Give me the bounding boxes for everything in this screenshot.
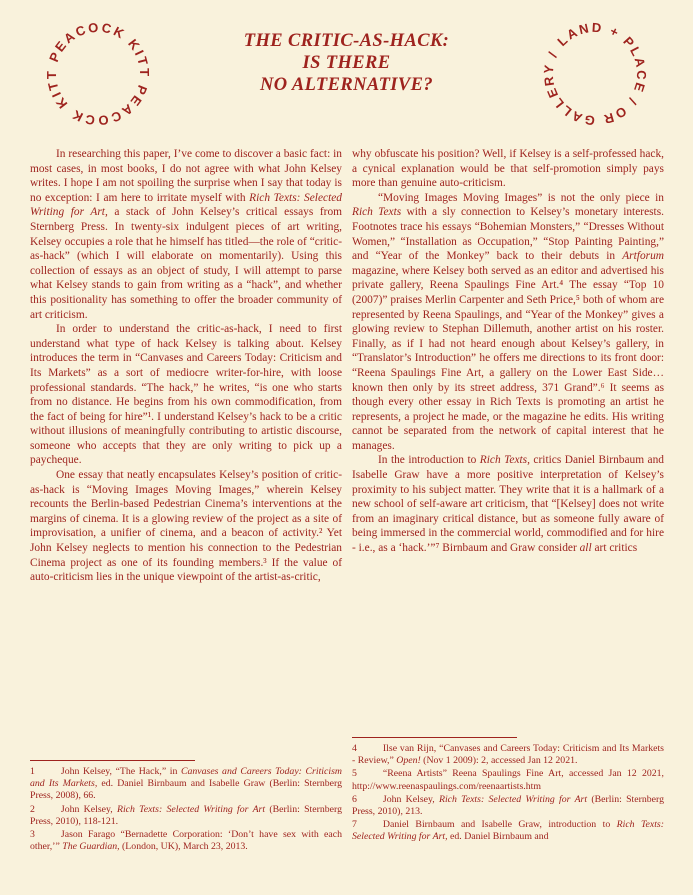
footnote-text: Jason Farago “Bernadette Corporation: ‘Don’t have sex with each other,’” The Guardian, (London, UK), March 23, 2013. — [30, 829, 342, 853]
footnotes-right — [352, 737, 664, 845]
footnote — [30, 829, 342, 853]
footnote-number: 6 — [352, 793, 357, 805]
paragraph: why obfuscate his position? Well, if Kelsey is a self-professed hack, a cynical explanation would be that self-promotion simply pays more than genuine auto-criticism. — [352, 148, 664, 190]
footnote — [352, 819, 664, 843]
footnote-text: Ilse van Rijn, “Canvases and Careers Today: Criticism and Its Markets - Review,” Open! (Nov 1 2009): 2, accessed Jan 12 2021. — [352, 743, 664, 767]
footnotes-left — [30, 760, 342, 854]
footnote-text: Daniel Birnbaum and Isabelle Graw, introduction to Rich Texts: Selected Writing for Art, ed. Daniel Birnbaum and — [352, 819, 664, 843]
title-line-1: THE CRITIC-AS-HACK: — [243, 31, 450, 51]
paragraph: In the introduction to Rich Texts, critics Daniel Birnbaum and Isabelle Graw have a more positive interpretation of Kelsey’s proximity to his subject matter. They write that it is a hallmark of a new school of self-aware art criticism, that “[Kelsey] does not write from an imaginary critical distance, but as someone fully aware of being immersed in the commercial world, commodified and for hire - i.e., as a ‘hack.’”⁷ Birnbaum and Graw consider all art critics — [352, 454, 664, 555]
right-column — [352, 147, 664, 556]
footnote-text: John Kelsey, “The Hack,” in Canvases and Careers Today: Criticism and Its Markets, ed. Daniel Birnbaum and Isabelle Graw (Berlin: Sternberg Press, 2008), 66. — [30, 766, 342, 802]
footnote-divider — [30, 760, 195, 761]
footnote-number: 7 — [352, 819, 357, 831]
paragraph: “Moving Images Moving Images” is not the only piece in Rich Texts with a sly connection to Kelsey’s monetary interests. Footnotes trace his essays “Bohemian Monsters,” “Dresses Without Women,” “Installation as Occupation,” “Stop Painting Painting,” and “Year of the Monkey” back to their debuts in Artforum magazine, where Kelsey both served as an editor and advertised his private gallery, Reena Spaulings Fine Art.⁴ The essay “Top 10 (2007)” praises Merlin Carpenter and Seth Price,⁵ both of whom are represented by Reena Spaulings, and “Year of the Monkey” gives a glowing review to Stephan Dillemuth, another artist on his roster. Finally, as if I had not heard enough about Kelsey’s gallery, in “Translator’s Introduction” he offers me directions to its front door: “Reena Spaulings Fine Art, a gallery on the Lower East Side… known then only by its street address, 371 Grand”.⁶ It seems as though every other essay in Rich Texts is promoting an artist he represents, a project he made, or the magazine he edits. His writing cannot be separated from the network of capital interest that he manages. — [352, 191, 665, 452]
footnote-number: 5 — [352, 768, 357, 780]
title-line-2: IS THERE — [302, 53, 391, 73]
footnote — [352, 794, 664, 818]
footnote-text: John Kelsey, Rich Texts: Selected Writing for Art (Berlin: Sternberg Press, 2010), 213. — [352, 793, 665, 818]
footnote — [352, 743, 664, 767]
footnote-divider — [352, 737, 517, 738]
footnote-number: 4 — [352, 743, 357, 754]
footnote — [30, 766, 342, 803]
footnote — [352, 768, 664, 792]
paragraph: In order to understand the critic-as-hack, I need to first understand what type of hack Kelsey is talking about. Kelsey introduces the term in “Canvases and Careers Today: Criticism and Its Markets” as a sort of mediocre writer-for-hire, with loose professional standards. “The hack,” he writes, “is one who starts from no distance. He begins from his own commodification, from the fact of being for hire”¹. I understand Kelsey’s hack to be a critic without illusions of meaningfully contributing to artistic discourse, someone who accepts that they are only writing to pick up a paycheque. — [30, 323, 342, 467]
footnote-text: “Reena Artists” Reena Spaulings Fine Art, accessed Jan 12 2021, http://www.reenaspaulings.com/reenaartists.htm — [352, 768, 664, 792]
footnote-text: John Kelsey, Rich Texts: Selected Writing for Art (Berlin: Sternberg Press, 2010), 118-121. — [30, 803, 343, 827]
page-title — [0, 30, 693, 96]
gallery-badge-text: LAND + PLACE / OR GALLERY / — [540, 19, 650, 129]
footnote — [30, 804, 342, 828]
author-badge-text: KITT PEACOCK KITT PEACOCK — [43, 19, 153, 129]
paragraph: In researching this paper, I’ve come to discover a basic fact: in most cases, in most books, I do not agree with what John Kelsey writes. I hope I am not spoiling the surprise when I say that today is no exception: I am here to irritate myself with Rich Texts: Selected Writing for Art, a stack of John Kelsey’s critical essays from Sternberg Press. In twenty-six indulgent pieces of art writing, Kelsey occupies a role that he himself has titled—the role of “critic-as-hack” (which I will elaborate on momentarily). Using this collection of essays as an object of study, I will attempt to parse what Kelsey stands to gain from writing as a “hack”, and whether this positionality has something to offer the broader community of art criticism. — [30, 148, 342, 321]
footnote-number: 2 — [30, 803, 35, 815]
footnote-number: 3 — [30, 829, 35, 841]
footnote-number: 1 — [30, 766, 35, 777]
paragraph: One essay that neatly encapsulates Kelsey’s position of critic-as-hack is “Moving Images Moving Images,” wherein Kelsey recounts the Berlin-based Pedestrian Cinema’s interventions at the margins of cinema. It is a glowing review of the project as a site of improvisation, a unifier of cinema, and a beacon of activity.² Yet John Kelsey neglects to mention his connection to the Pedestrian Cinema project as one of its founding members.³ If the value of auto-criticism lies in the unique viewpoint of the artist-as-critic, — [30, 469, 342, 584]
left-column — [30, 147, 342, 585]
title-line-3: NO ALTERNATIVE? — [259, 75, 434, 95]
